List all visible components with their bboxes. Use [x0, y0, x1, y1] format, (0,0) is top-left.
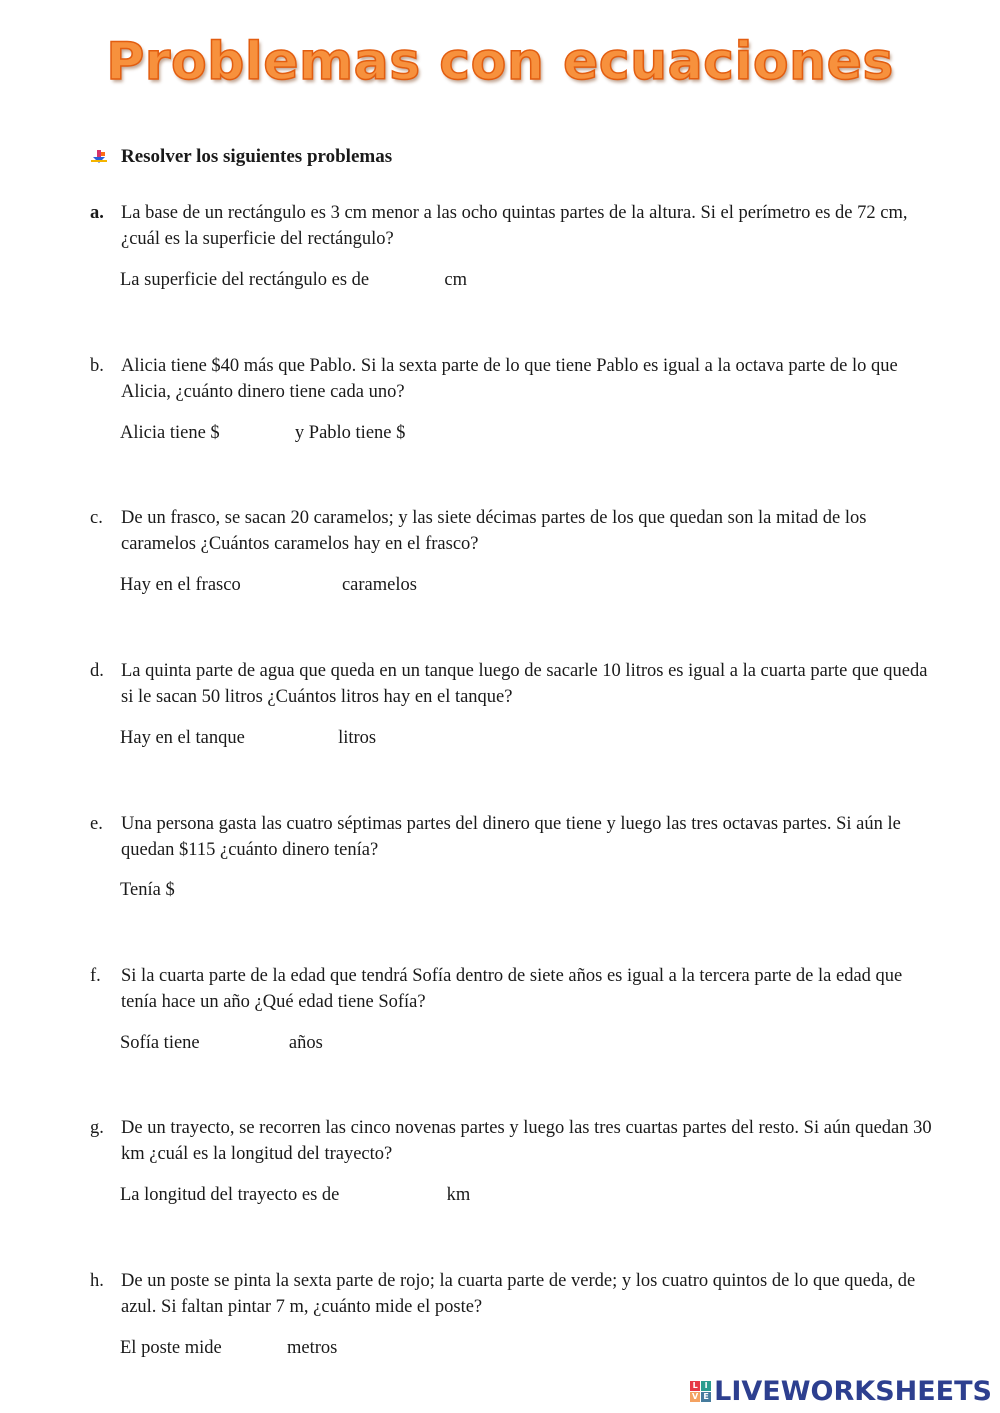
- logo-text: LIVEWORKSHEETS: [714, 1376, 992, 1407]
- answer-line-g: [120, 1185, 470, 1206]
- problem-letter: a.: [90, 203, 104, 223]
- answer-prefix: Sofía tiene: [120, 1033, 200, 1053]
- problem-text: Una persona gasta las cuatro séptimas partes del dinero que tiene y luego las tres octavas partes. Si aún le quedan $115 ¿cuánto dinero tenía?: [121, 814, 901, 860]
- problem-b: [90, 354, 940, 405]
- answer-unit: años: [288, 1033, 323, 1053]
- problem-letter: b.: [90, 356, 104, 376]
- bullet-arrow-icon: [90, 148, 108, 166]
- problem-letter: f.: [90, 966, 101, 986]
- problem-text: De un frasco, se sacan 20 caramelos; y las siete décimas partes de los que quedan son la mitad de los caramelos ¿Cuántos caramelos hay en el frasco?: [121, 508, 867, 554]
- instruction-text: Resolver los siguientes problemas: [121, 146, 393, 167]
- problem-letter: e.: [90, 814, 103, 834]
- answer-line-h: [120, 1338, 337, 1359]
- problem-h: [90, 1269, 940, 1320]
- answer-prefix: Alicia tiene $: [120, 423, 220, 443]
- answer-unit: km: [446, 1185, 471, 1205]
- logo-mark-cell: V: [692, 1392, 699, 1401]
- answer-prefix: Hay en el tanque: [120, 728, 245, 748]
- problem-text: La quinta parte de agua que queda en un tanque luego de sacarle 10 litros es igual a la cuarta parte que queda si le sacan 50 litros ¿Cuántos litros hay en el tanque?: [121, 661, 928, 707]
- answer-line-b: [120, 423, 480, 444]
- answer-prefix: La longitud del trayecto es de: [120, 1185, 340, 1205]
- answer-line-c: [120, 575, 417, 596]
- liveworksheets-logo: [690, 1376, 992, 1407]
- problem-text: La base de un rectángulo es 3 cm menor a las ocho quintas partes de la altura. Si el perímetro es de 72 cm, ¿cuál es la superficie del rectángulo?: [121, 203, 908, 249]
- problem-text: Alicia tiene $40 más que Pablo. Si la sexta parte de lo que tiene Pablo es igual a la octava parte de lo que Alicia, ¿cuánto dinero tiene cada uno?: [121, 356, 898, 402]
- problem-letter: h.: [90, 1271, 104, 1291]
- problem-text: De un trayecto, se recorren las cinco novenas partes y luego las tres cuartas partes del resto. Si aún quedan 30 km ¿cuál es la longitud del trayecto?: [121, 1118, 932, 1164]
- answer-line-d: [120, 728, 376, 749]
- problem-e: [90, 812, 940, 863]
- problem-d: [90, 659, 940, 710]
- answer-unit: cm: [444, 270, 467, 290]
- answer-unit: caramelos: [341, 575, 417, 595]
- answer-prefix: La superficie del rectángulo es de: [120, 270, 370, 290]
- answer-line-f: [120, 1033, 323, 1054]
- logo-mark-icon: [690, 1381, 711, 1402]
- problem-text: Si la cuarta parte de la edad que tendrá Sofía dentro de siete años es igual a la tercera parte de la edad que tenía hace un año ¿Qué edad tiene Sofía?: [121, 966, 903, 1012]
- answer-unit: metros: [286, 1338, 338, 1358]
- answer-prefix: El poste mide: [120, 1338, 222, 1358]
- problem-a: [90, 201, 940, 252]
- problem-g: [90, 1116, 940, 1167]
- problem-f: [90, 964, 940, 1015]
- answer-middle: y Pablo tiene $: [294, 423, 406, 443]
- worksheet-title: Problemas con ecuaciones: [106, 32, 894, 92]
- answer-unit: litros: [338, 728, 377, 748]
- problem-letter: d.: [90, 661, 104, 681]
- logo-mark-cell: I: [701, 1381, 711, 1391]
- logo-mark-cell: E: [701, 1392, 711, 1402]
- answer-line-e: [120, 880, 259, 901]
- problem-letter: g.: [90, 1118, 104, 1138]
- answer-prefix: Tenía $: [120, 880, 175, 900]
- answer-line-a: [120, 270, 467, 291]
- problem-text: De un poste se pinta la sexta parte de rojo; la cuarta parte de verde; y los cuatro quintos de lo que queda, de azul. Si faltan pintar 7 m, ¿cuánto mide el poste?: [121, 1271, 916, 1317]
- problem-c: [90, 506, 940, 557]
- logo-mark-cell: L: [690, 1381, 700, 1391]
- problem-letter: c.: [90, 508, 103, 528]
- instruction-heading: [90, 146, 392, 168]
- answer-prefix: Hay en el frasco: [120, 575, 241, 595]
